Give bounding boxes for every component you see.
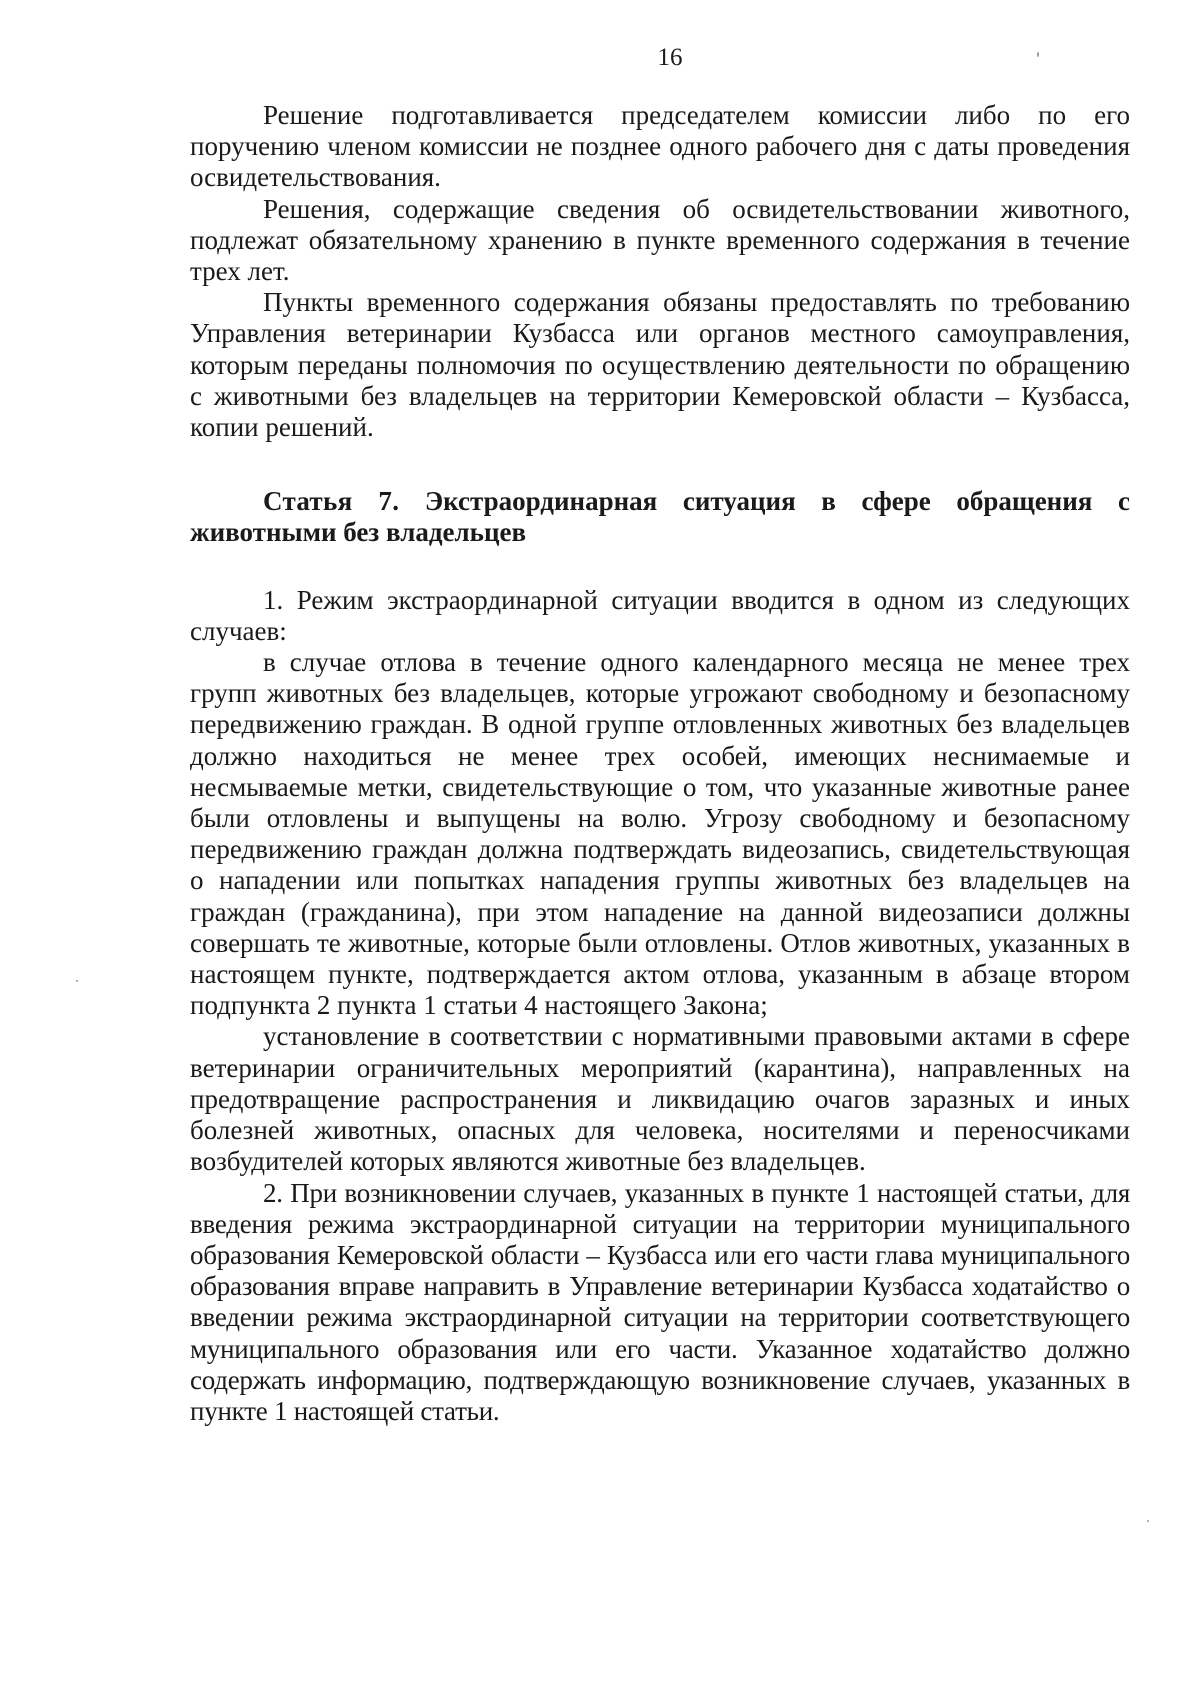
article-title: Экстраординарная ситуация в сфере обращения с животными без владельцев xyxy=(190,486,1130,548)
page-number: 16 xyxy=(657,44,683,71)
scan-speck xyxy=(1147,1520,1149,1522)
paragraph: 1. Режим экстраординарной ситуации вводится в одном из следующих случаев: xyxy=(190,584,1130,646)
article-number: Статья 7. xyxy=(263,486,400,517)
scan-speck xyxy=(1037,52,1039,57)
paragraph: 2. При возникновении случаев, указанных в пункте 1 настоящей статьи, для введения режима экстраординарной ситуации на территории муниципального образования Кемеровской области – Кузбасса или его части глава муниципального образования вправе направить в Управление ветеринарии Кузбасса ходатайство о введении режима экстраординарной ситуации на территории соответствующего муниципального образования или его части. Указанное ходатайство должно содержать информацию, подтверждающую возникновение случаев, указанных в пункте 1 настоящей статьи. xyxy=(190,1177,1130,1426)
paragraph: Решение подготавливается председателем комиссии либо по его поручению членом комиссии не позднее одного рабочего дня с даты проведения освидетельствования. xyxy=(190,100,1130,193)
article-heading xyxy=(190,486,1130,548)
paragraph: Решения, содержащие сведения об освидетельствовании животного, подлежат обязательному хранению в пункте временного содержания в течение трех лет. xyxy=(190,193,1130,287)
paragraph: Пункты временного содержания обязаны предоставлять по требованию Управления ветеринарии Кузбасса или органов местного самоуправления, которым переданы полномочия по осуществлению деятельности по обращению с животными без владельцев на территории Кемеровской области – Кузбасса, копии решений. xyxy=(190,287,1130,443)
scan-speck xyxy=(76,980,78,982)
paragraph: в случае отлова в течение одного календарного месяца не менее трех групп животных без владельцев, которые угрожают свободному и безопасному передвижению граждан. В одной группе отловленных животных без владельцев должно находиться не менее трех особей, имеющих неснимаемые и несмываемые метки, свидетельствующие о том, что указанные животные ранее были отловлены и выпущены на волю. Угрозу свободному и безопасному передвижению граждан должна подтверждать видеозапись, свидетельствующая о нападении или попытках нападения группы животных без владельцев на граждан (гражданина), при этом нападение на данной видеозаписи должны совершать те животные, которые были отловлены. Отлов животных, указанных в настоящем пункте, подтверждается актом отлова, указанным в абзаце втором подпункта 2 пункта 1 статьи 4 настоящего Закона; xyxy=(190,647,1130,1021)
document-body xyxy=(190,100,1130,1427)
paragraph: установление в соответствии с нормативными правовыми актами в сфере ветеринарии ограничительных мероприятий (карантина), направленных на предотвращение распространения и ликвидацию очагов заразных и иных болезней животных, опасных для человека, носителями и переносчиками возбудителей которых являются животные без владельцев. xyxy=(190,1021,1130,1177)
